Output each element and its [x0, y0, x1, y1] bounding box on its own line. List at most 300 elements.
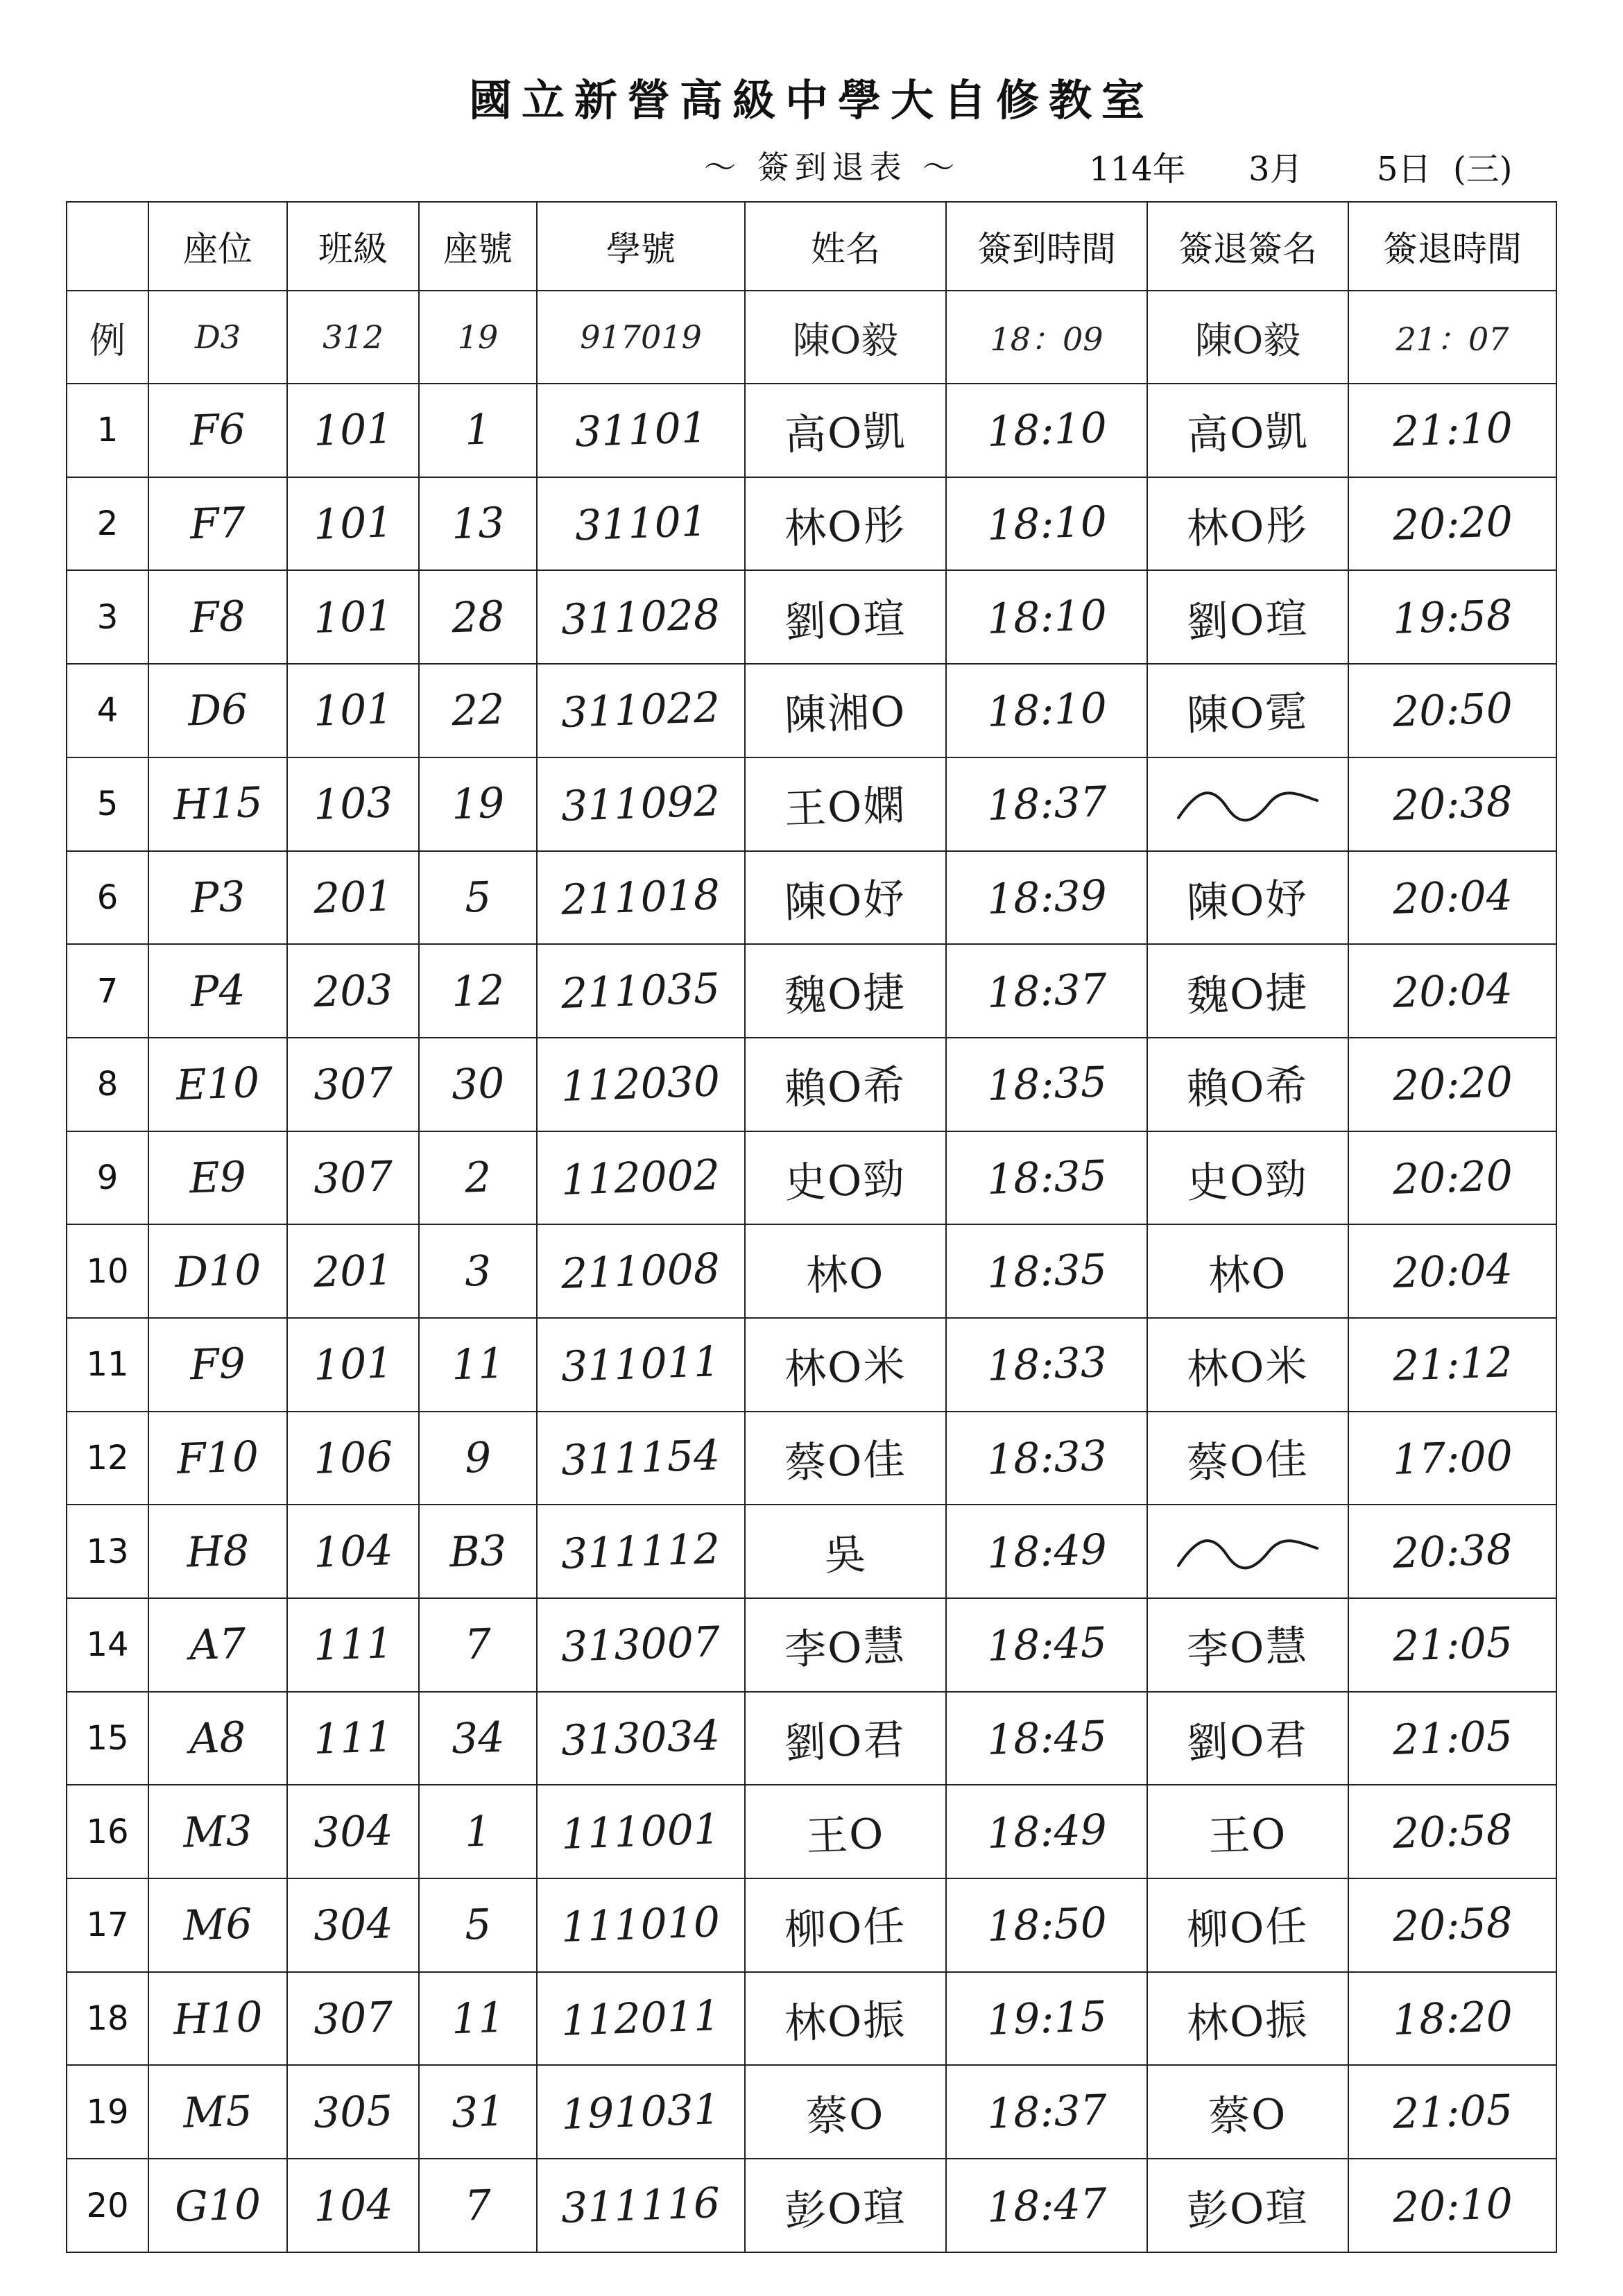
table-row	[67, 1785, 1556, 1878]
signout-time-cell-handwriting: 20:04	[1391, 964, 1513, 1018]
signin-time-cell	[946, 1038, 1147, 1131]
signout-time-cell-handwriting: 20:38	[1391, 778, 1513, 831]
signout-time-cell-handwriting: 20:50	[1391, 684, 1513, 737]
signout-time-cell	[1348, 1505, 1556, 1598]
student-id-cell	[537, 1972, 745, 2066]
signin-time-cell	[946, 1972, 1147, 2066]
student-id-cell-handwriting: 313034	[560, 1711, 721, 1766]
signout-name-cell	[1147, 1318, 1348, 1412]
seat-cell	[148, 1505, 287, 1598]
student-id-cell	[537, 1878, 745, 1972]
student-id-cell-handwriting: 311116	[560, 2178, 721, 2233]
number-cell-handwriting: 5	[463, 873, 492, 923]
seat-cell-handwriting: G10	[173, 2179, 262, 2231]
seat-cell	[148, 1318, 287, 1412]
table-row	[67, 1972, 1556, 2066]
number-cell	[419, 477, 537, 571]
signin-time-cell-handwriting: 18:10	[986, 590, 1108, 644]
signin-time-cell-handwriting: 18:47	[986, 2179, 1108, 2232]
row-number: 12	[67, 1412, 148, 1505]
signin-time-cell-handwriting: 18:33	[986, 1431, 1108, 1484]
class-cell-handwriting: 304	[312, 1806, 394, 1858]
table-row	[67, 1318, 1556, 1412]
signout-name-cell-handwriting: 林O米	[1186, 1342, 1309, 1395]
col-header-signout-name: 簽退簽名	[1147, 202, 1348, 291]
col-header-signout-time: 簽退時間	[1348, 202, 1556, 291]
number-cell-handwriting: 31	[450, 2087, 506, 2138]
name-cell-handwriting: 李O慧	[784, 1622, 907, 1675]
row-number: 14	[67, 1598, 148, 1692]
name-cell-handwriting: 王O	[805, 1809, 886, 1861]
seat-cell	[148, 570, 287, 664]
student-id-cell	[537, 1412, 745, 1505]
signin-time-cell-handwriting: 18:35	[986, 1151, 1108, 1204]
signout-time-cell-handwriting: 21:10	[1391, 404, 1513, 457]
class-cell-handwriting: 106	[312, 1432, 394, 1484]
signin-time-cell-handwriting: 18:49	[986, 1525, 1108, 1578]
seat-cell-handwriting: F8	[189, 592, 247, 643]
row-number: 1	[67, 384, 148, 477]
number-cell	[419, 1692, 537, 1785]
student-id-cell	[537, 1505, 745, 1598]
student-id-cell-handwriting: 112011	[560, 1991, 721, 2046]
row-number: 9	[67, 1131, 148, 1225]
number-cell-handwriting: 9	[463, 1433, 492, 1483]
page-title: 國立新營高級中學大自修教室	[468, 75, 1154, 126]
signout-name-cell-handwriting: 高O凱	[1186, 407, 1309, 461]
class-cell	[287, 1412, 419, 1505]
signin-time-cell	[946, 477, 1147, 571]
row-number: 13	[67, 1505, 148, 1598]
seat-cell	[148, 944, 287, 1038]
student-id-cell-handwriting: 211008	[560, 1244, 721, 1299]
class-cell	[287, 1692, 419, 1785]
class-cell-handwriting: 305	[312, 2086, 394, 2138]
signin-time-cell	[946, 1598, 1147, 1692]
class-cell	[287, 384, 419, 477]
name-cell	[745, 1692, 946, 1785]
name-cell	[745, 664, 946, 757]
seat-cell-handwriting: P3	[189, 872, 246, 923]
signin-time-cell	[946, 1785, 1147, 1878]
name-cell	[745, 1038, 946, 1131]
signout-time-cell-handwriting: 20:10	[1391, 2179, 1513, 2232]
student-id-cell	[537, 944, 745, 1038]
col-header-signin-time: 簽到時間	[946, 202, 1147, 291]
number-cell-handwriting: B3	[448, 1526, 508, 1577]
seat-cell-handwriting: M3	[182, 1806, 253, 1858]
date-weekday: (三)	[1453, 150, 1513, 189]
number-cell	[419, 757, 537, 851]
signin-time-cell	[946, 944, 1147, 1038]
student-id-cell	[537, 851, 745, 945]
name-cell	[745, 1318, 946, 1412]
signout-time-cell-handwriting: 20:58	[1391, 1899, 1513, 1952]
name-cell-handwriting: 林O彤	[784, 501, 907, 554]
name-cell	[745, 851, 946, 945]
signin-time-cell-handwriting: 18:33	[986, 1338, 1108, 1391]
seat-cell	[148, 757, 287, 851]
student-id-cell-handwriting: 311011	[560, 1337, 721, 1392]
signout-time-cell	[1348, 1972, 1556, 2066]
signout-time-cell	[1348, 1598, 1556, 1692]
class-cell	[287, 1878, 419, 1972]
number-cell-handwriting: 22	[450, 685, 506, 736]
student-id-cell	[537, 1318, 745, 1412]
signin-time-cell-handwriting: 18:45	[986, 1618, 1108, 1672]
signout-time-cell-handwriting: 19:58	[1391, 590, 1513, 644]
class-cell	[287, 1038, 419, 1131]
seat-cell	[148, 1598, 287, 1692]
number-cell	[419, 1505, 537, 1598]
example-label: 例	[67, 291, 148, 384]
signout-time-cell-handwriting: 21:12	[1391, 1338, 1513, 1391]
name-cell	[745, 1224, 946, 1318]
signin-time-cell	[946, 1505, 1147, 1598]
signout-name-cell	[1147, 2065, 1348, 2159]
signout-time-cell	[1348, 1318, 1556, 1412]
signout-time-cell	[1348, 2065, 1556, 2159]
number-cell	[419, 2159, 537, 2252]
class-cell	[287, 2159, 419, 2252]
table-row	[67, 1038, 1556, 1131]
class-cell-handwriting: 304	[312, 1899, 394, 1951]
row-number: 17	[67, 1878, 148, 1972]
student-id-cell	[537, 1598, 745, 1692]
number-cell	[419, 2065, 537, 2159]
number-cell	[419, 1878, 537, 1972]
table-row	[67, 1224, 1556, 1318]
student-id-cell-handwriting: 311022	[560, 683, 721, 738]
number-cell-handwriting: 2	[463, 1153, 492, 1203]
seat-cell-handwriting: E10	[175, 1059, 261, 1111]
class-cell-handwriting: 201	[312, 871, 394, 923]
signin-table	[66, 201, 1557, 2253]
student-id-cell	[537, 664, 745, 757]
signin-time-cell-handwriting: 18:10	[986, 684, 1108, 737]
name-cell	[745, 1131, 946, 1225]
col-header-name: 姓名	[745, 202, 946, 291]
class-cell-handwriting: 201	[312, 1245, 394, 1297]
seat-cell	[148, 1038, 287, 1131]
seat-cell	[148, 1692, 287, 1785]
signature-scribble	[1171, 780, 1324, 828]
signout-time-cell	[1348, 1131, 1556, 1225]
signout-name-cell	[1147, 1505, 1348, 1598]
student-id-cell	[537, 1224, 745, 1318]
row-number: 18	[67, 1972, 148, 2066]
example-signout-name: 陳O毅	[1147, 291, 1348, 384]
class-cell	[287, 477, 419, 571]
signin-time-cell	[946, 1224, 1147, 1318]
signin-time-cell	[946, 384, 1147, 477]
signout-time-cell	[1348, 2159, 1556, 2252]
class-cell	[287, 664, 419, 757]
signin-time-cell-handwriting: 18:35	[986, 1058, 1108, 1111]
date-year: 114年	[1089, 150, 1186, 189]
student-id-cell-handwriting: 31101	[574, 497, 708, 551]
signout-name-cell	[1147, 851, 1348, 945]
example-signin-time: 18：09	[946, 291, 1147, 384]
col-header-student-id: 學號	[537, 202, 745, 291]
example-number: 19	[419, 291, 537, 384]
seat-cell-handwriting: F9	[189, 1339, 247, 1390]
seat-cell	[148, 1878, 287, 1972]
signout-name-cell	[1147, 1131, 1348, 1225]
student-id-cell	[537, 1692, 745, 1785]
number-cell	[419, 1224, 537, 1318]
signout-name-cell	[1147, 664, 1348, 757]
number-cell-handwriting: 3	[463, 1246, 492, 1296]
row-number: 10	[67, 1224, 148, 1318]
student-id-cell-handwriting: 311112	[560, 1524, 721, 1579]
seat-cell-handwriting: H15	[172, 778, 264, 830]
row-number: 19	[67, 2065, 148, 2159]
number-cell-handwriting: 5	[463, 1900, 492, 1951]
signout-name-cell	[1147, 384, 1348, 477]
class-cell	[287, 1505, 419, 1598]
student-id-cell	[537, 384, 745, 477]
number-cell	[419, 1318, 537, 1412]
sheet-subtitle: ～ 簽到退表 ～	[704, 148, 961, 186]
name-cell-handwriting: 陳湘O	[784, 687, 907, 741]
number-cell	[419, 664, 537, 757]
signout-name-cell	[1147, 1224, 1348, 1318]
number-cell	[419, 1131, 537, 1225]
name-cell	[745, 1598, 946, 1692]
signin-time-cell-handwriting: 18:39	[986, 871, 1108, 924]
signout-name-cell-handwriting: 王O	[1208, 1809, 1288, 1861]
row-number: 7	[67, 944, 148, 1038]
seat-cell	[148, 1412, 287, 1505]
name-cell-handwriting: 高O凱	[784, 407, 907, 461]
number-cell	[419, 1412, 537, 1505]
example-seat: D3	[148, 291, 287, 384]
signout-name-cell	[1147, 477, 1348, 571]
signout-name-cell	[1147, 944, 1348, 1038]
name-cell-handwriting: 彭O瑄	[784, 2182, 907, 2236]
name-cell	[745, 1878, 946, 1972]
signin-time-cell-handwriting: 18:37	[986, 778, 1108, 831]
signout-name-cell-handwriting: 林O彤	[1186, 501, 1309, 554]
table-row	[67, 570, 1556, 664]
signin-time-cell-handwriting: 18:50	[986, 1899, 1108, 1952]
class-cell-handwriting: 101	[312, 591, 394, 643]
seat-cell-handwriting: H8	[185, 1526, 250, 1577]
signout-time-cell	[1348, 1412, 1556, 1505]
col-header-number: 座號	[419, 202, 537, 291]
header-row	[67, 202, 1556, 291]
signin-time-cell-handwriting: 18:10	[986, 404, 1108, 457]
seat-cell	[148, 1224, 287, 1318]
name-cell-handwriting: 柳O任	[784, 1902, 907, 1955]
signout-time-cell-handwriting: 20:20	[1391, 1151, 1513, 1204]
signout-name-cell-handwriting: 陳O霓	[1186, 687, 1309, 741]
signout-name-cell-handwriting: 林O	[1208, 1249, 1288, 1301]
row-number: 11	[67, 1318, 148, 1412]
name-cell	[745, 570, 946, 664]
row-number: 5	[67, 757, 148, 851]
number-cell-handwriting: 30	[450, 1059, 506, 1110]
row-number: 2	[67, 477, 148, 571]
class-cell-handwriting: 103	[312, 778, 394, 830]
class-cell	[287, 2065, 419, 2159]
class-cell	[287, 1318, 419, 1412]
signout-name-cell-handwriting: 蔡O佳	[1186, 1434, 1309, 1489]
class-cell	[287, 1131, 419, 1225]
signout-name-cell-handwriting: 賴O希	[1186, 1061, 1309, 1115]
table-row	[67, 1131, 1556, 1225]
signout-name-cell-handwriting: 史O勁	[1186, 1154, 1309, 1208]
signout-time-cell-handwriting: 17:00	[1391, 1431, 1513, 1484]
number-cell-handwriting: 1	[463, 1807, 492, 1857]
student-id-cell	[537, 477, 745, 571]
signout-time-cell	[1348, 1038, 1556, 1131]
signout-name-cell-handwriting: 彭O瑄	[1186, 2182, 1309, 2236]
table-row	[67, 2065, 1556, 2159]
name-cell-handwriting: 陳O妤	[784, 874, 907, 927]
class-cell	[287, 757, 419, 851]
name-cell-handwriting: 劉O瑄	[784, 594, 907, 647]
number-cell	[419, 1785, 537, 1878]
signout-name-cell-handwriting: 柳O任	[1186, 1902, 1309, 1955]
table-row	[67, 1692, 1556, 1785]
signout-name-cell-handwriting: 陳O妤	[1186, 874, 1309, 927]
seat-cell	[148, 851, 287, 945]
signout-time-cell-handwriting: 21:05	[1391, 1618, 1513, 1672]
signout-name-cell-handwriting: 蔡O	[1208, 2089, 1288, 2141]
signout-time-cell-handwriting: 20:04	[1391, 1244, 1513, 1298]
student-id-cell-handwriting: 313007	[560, 1618, 721, 1672]
signout-name-cell	[1147, 757, 1348, 851]
signout-time-cell	[1348, 1224, 1556, 1318]
signout-name-cell	[1147, 1038, 1348, 1131]
signout-name-cell-handwriting: 劉O瑄	[1186, 594, 1309, 647]
name-cell-handwriting: 林O米	[784, 1342, 907, 1395]
class-cell-handwriting: 307	[312, 1059, 394, 1111]
row-number: 8	[67, 1038, 148, 1131]
student-id-cell-handwriting: 111001	[560, 1804, 721, 1859]
number-cell-handwriting: 12	[450, 966, 506, 1016]
example-signout-time: 21：07	[1348, 291, 1556, 384]
signout-time-cell	[1348, 1878, 1556, 1972]
seat-cell-handwriting: A7	[189, 1619, 247, 1670]
number-cell-handwriting: 11	[450, 1993, 506, 2044]
signout-name-cell	[1147, 1785, 1348, 1878]
signin-time-cell-handwriting: 18:35	[986, 1244, 1108, 1298]
student-id-cell-handwriting: 311154	[560, 1430, 721, 1485]
signature-scribble	[1171, 1527, 1324, 1576]
number-cell	[419, 851, 537, 945]
class-cell	[287, 1785, 419, 1878]
class-cell-handwriting: 101	[312, 498, 394, 550]
signin-time-cell	[946, 757, 1147, 851]
student-id-cell	[537, 1131, 745, 1225]
table-row	[67, 1878, 1556, 1972]
signout-name-cell	[1147, 2159, 1348, 2252]
signin-time-cell	[946, 570, 1147, 664]
number-cell	[419, 1038, 537, 1131]
table-row	[67, 1412, 1556, 1505]
seat-cell-handwriting: D6	[187, 685, 249, 736]
student-id-cell-handwriting: 311028	[560, 590, 721, 644]
signout-time-cell	[1348, 851, 1556, 945]
row-number: 20	[67, 2159, 148, 2252]
signin-time-cell-handwriting: 18:49	[986, 1805, 1108, 1858]
signout-time-cell	[1348, 384, 1556, 477]
name-cell-handwriting: 賴O希	[784, 1061, 907, 1115]
seat-cell	[148, 1131, 287, 1225]
seat-cell-handwriting: F7	[189, 498, 247, 549]
seat-cell-handwriting: M5	[182, 2087, 253, 2138]
signout-name-cell	[1147, 1972, 1348, 2066]
example-student-id: 917019	[537, 291, 745, 384]
class-cell-handwriting: 104	[312, 2179, 394, 2231]
sheet-date	[1089, 142, 1557, 190]
signout-time-cell	[1348, 757, 1556, 851]
seat-cell	[148, 477, 287, 571]
class-cell	[287, 1598, 419, 1692]
name-cell	[745, 1505, 946, 1598]
student-id-cell	[537, 2159, 745, 2252]
col-header-class: 班級	[287, 202, 419, 291]
signout-time-cell-handwriting: 20:20	[1391, 497, 1513, 551]
signin-time-cell-handwriting: 18:37	[986, 2085, 1108, 2139]
name-cell	[745, 384, 946, 477]
signout-name-cell-handwriting: 劉O君	[1186, 1715, 1309, 1769]
seat-cell-handwriting: F10	[175, 1432, 260, 1484]
student-id-cell-handwriting: 211035	[560, 963, 721, 1018]
number-cell	[419, 570, 537, 664]
table-row	[67, 384, 1556, 477]
signout-name-cell	[1147, 1598, 1348, 1692]
number-cell-handwriting: 19	[450, 778, 506, 830]
name-cell-handwriting: 魏O捷	[784, 968, 907, 1021]
signout-time-cell	[1348, 477, 1556, 571]
table-row	[67, 664, 1556, 757]
name-cell	[745, 944, 946, 1038]
signout-time-cell	[1348, 1785, 1556, 1878]
date-day: 5日	[1377, 150, 1432, 189]
signout-time-cell-handwriting: 18:20	[1391, 1992, 1513, 2046]
signin-time-cell-handwriting: 19:15	[986, 1992, 1108, 2046]
class-cell	[287, 944, 419, 1038]
number-cell-handwriting: 13	[450, 498, 506, 549]
name-cell-handwriting: 林O	[805, 1249, 886, 1301]
row-number: 4	[67, 664, 148, 757]
signout-time-cell-handwriting: 20:38	[1391, 1525, 1513, 1578]
number-cell-handwriting: 7	[463, 1620, 492, 1670]
student-id-cell-handwriting: 311092	[560, 777, 721, 832]
student-id-cell	[537, 2065, 745, 2159]
student-id-cell	[537, 757, 745, 851]
student-id-cell-handwriting: 111010	[560, 1898, 721, 1953]
name-cell-handwriting: 王O嫻	[784, 781, 907, 834]
name-cell-handwriting: 吳	[823, 1530, 868, 1580]
date-month: 3月	[1248, 150, 1303, 189]
class-cell-handwriting: 104	[312, 1525, 394, 1577]
student-id-cell	[537, 570, 745, 664]
signin-time-cell-handwriting: 18:10	[986, 497, 1108, 551]
signin-time-cell	[946, 1878, 1147, 1972]
name-cell	[745, 1785, 946, 1878]
name-cell	[745, 2065, 946, 2159]
student-id-cell	[537, 1785, 745, 1878]
table-row	[67, 944, 1556, 1038]
number-cell	[419, 1598, 537, 1692]
seat-cell-handwriting: A8	[189, 1713, 247, 1764]
signout-time-cell	[1348, 1692, 1556, 1785]
